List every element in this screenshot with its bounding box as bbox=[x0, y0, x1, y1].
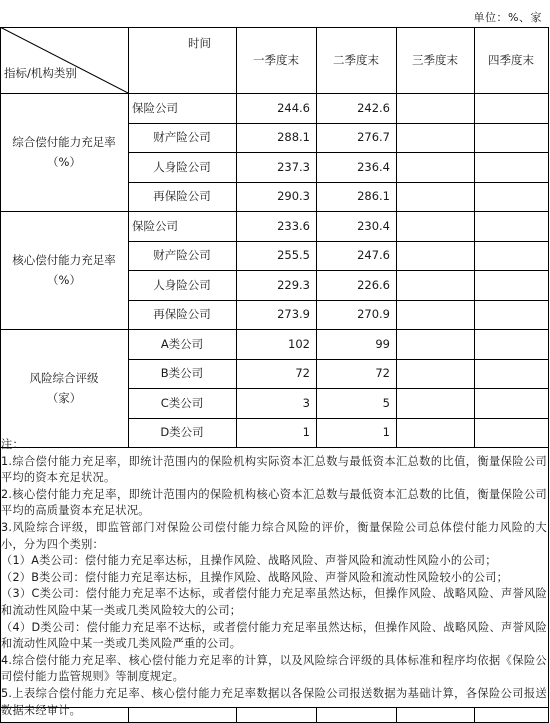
value-q1: 233.6 bbox=[277, 218, 310, 233]
value-q2: 276.7 bbox=[357, 130, 390, 145]
value-q1: 72 bbox=[295, 366, 310, 381]
note-line: 3.风险综合评级，即监管部门对保险公司偿付能力综合风险的评价，衡量保险公司总体偿付能力风险的大小，分为四个类别： bbox=[1, 520, 547, 551]
value-q4 bbox=[474, 300, 548, 330]
note-line: （2）B类公司：偿付能力充足率达标，且操作风险、战略风险、声誉风险和流动性风险较小的公司； bbox=[1, 570, 509, 584]
value-q4 bbox=[474, 270, 548, 300]
row-label: 保险公司 bbox=[132, 218, 178, 233]
row-divider bbox=[128, 270, 548, 271]
unit-label: 单位：%、家 bbox=[473, 11, 542, 24]
group-unit: （家） bbox=[46, 391, 82, 405]
value-q4 bbox=[474, 182, 548, 212]
note-line: （3）C类公司：偿付能力充足率不达标，或者偿付能力充足率虽然达标，但操作风险、战略风险、声誉风险和流动性风险中某一类或几类风险较大的公司； bbox=[1, 587, 547, 617]
group-title-cell bbox=[0, 93, 128, 211]
value-q4 bbox=[474, 211, 548, 241]
value-q1: 290.3 bbox=[277, 189, 310, 204]
value-q4 bbox=[474, 388, 548, 418]
row-label: 财产险公司 bbox=[153, 130, 211, 145]
note-line: 1.综合偿付能力充足率，即统计范围内的保险机构实际资本汇总数与最低资本汇总数的比值，衡量保险公司平均的资本充足状况。 bbox=[1, 454, 547, 485]
header-quarter-q3: 三季度末 bbox=[412, 53, 458, 67]
table-top-border bbox=[0, 27, 548, 28]
note-line: 4.综合偿付能力充足率、核心偿付能力充足率的计算，以及风险综合评级的具体标准和程序均依据《保险公司偿付能力监管规则》等制度规定。 bbox=[1, 653, 547, 684]
group-unit: （%） bbox=[47, 155, 81, 169]
value-q1: 3 bbox=[302, 395, 310, 410]
value-q1: 1 bbox=[302, 425, 310, 440]
value-q2: 72 bbox=[375, 366, 390, 381]
value-q4 bbox=[474, 241, 548, 271]
header-quarter-q1: 一季度末 bbox=[253, 53, 299, 67]
column-border bbox=[316, 27, 317, 447]
value-q3 bbox=[396, 329, 474, 359]
group-title-cell bbox=[0, 329, 128, 447]
value-q4 bbox=[474, 359, 548, 389]
value-q2: 1 bbox=[382, 425, 390, 440]
value-q2: 286.1 bbox=[357, 189, 390, 204]
group-title: 核心偿付能力充足率 bbox=[12, 253, 116, 267]
value-q1: 255.5 bbox=[277, 248, 310, 263]
note-line: （4）D类公司：偿付能力充足率不达标，或者偿付能力充足率虽然达标，但操作风险、战略风险、声誉风险和流动性风险中某一类或几类风险严重的公司。 bbox=[1, 620, 547, 651]
value-q1: 273.9 bbox=[277, 307, 310, 322]
note-line: 2.核心偿付能力充足率，即统计范围内的保险机构核心资本汇总数与最低资本汇总数的比值，衡量保险公司平均的高质量资本充足状况。 bbox=[1, 487, 547, 518]
value-q4 bbox=[474, 123, 548, 153]
group-unit: （%） bbox=[47, 273, 81, 287]
value-q2: 226.6 bbox=[357, 277, 390, 292]
value-q3 bbox=[396, 359, 474, 389]
header-quarter-q4: 四季度末 bbox=[488, 53, 534, 67]
note-line: （1）A类公司：偿付能力充足率达标，且操作风险、战略风险、声誉风险和流动性风险小的公司； bbox=[1, 554, 497, 568]
value-q1: 288.1 bbox=[277, 130, 310, 145]
value-q2: 236.4 bbox=[357, 159, 390, 174]
value-q2: 270.9 bbox=[357, 307, 390, 322]
row-label: C类公司 bbox=[160, 395, 204, 410]
note-line: 注： bbox=[1, 438, 24, 451]
row-label: D类公司 bbox=[160, 425, 204, 440]
group-title-cell bbox=[0, 211, 128, 329]
header-bottom-border bbox=[0, 93, 548, 94]
value-q4 bbox=[474, 152, 548, 182]
value-q3 bbox=[396, 241, 474, 271]
row-divider bbox=[128, 241, 548, 242]
row-label: 人身险公司 bbox=[153, 277, 211, 292]
row-divider bbox=[128, 300, 548, 301]
value-q1: 102 bbox=[288, 336, 310, 351]
value-q4 bbox=[474, 329, 548, 359]
row-divider bbox=[128, 359, 548, 360]
value-q1: 229.3 bbox=[277, 277, 310, 292]
row-label: 保险公司 bbox=[132, 100, 178, 115]
header-time-label: 时间 bbox=[188, 36, 211, 50]
row-label: B类公司 bbox=[160, 366, 204, 381]
row-label: 财产险公司 bbox=[153, 248, 211, 263]
group-title: 综合偿付能力充足率 bbox=[12, 135, 116, 149]
row-divider bbox=[128, 123, 548, 124]
value-q3 bbox=[396, 182, 474, 212]
row-divider bbox=[128, 388, 548, 389]
group-title: 风险综合评级 bbox=[29, 371, 99, 385]
column-border bbox=[236, 27, 237, 447]
column-border bbox=[128, 27, 129, 447]
header-category-label: 指标/机构类别 bbox=[4, 66, 77, 80]
value-q2: 230.4 bbox=[357, 218, 390, 233]
value-q3 bbox=[396, 300, 474, 330]
value-q3 bbox=[396, 388, 474, 418]
value-q4 bbox=[474, 93, 548, 123]
column-border bbox=[548, 27, 549, 723]
value-q3 bbox=[396, 93, 474, 123]
notes-section bbox=[1, 437, 547, 719]
value-q3 bbox=[396, 211, 474, 241]
value-q2: 242.6 bbox=[357, 100, 390, 115]
column-border bbox=[474, 27, 475, 447]
row-label: A类公司 bbox=[160, 336, 204, 351]
row-label: 再保险公司 bbox=[153, 307, 211, 322]
row-label: 人身险公司 bbox=[153, 159, 211, 174]
value-q2: 99 bbox=[375, 336, 390, 351]
row-divider bbox=[128, 182, 548, 183]
note-line: 5.上表综合偿付能力充足率、核心偿付能力充足率数据以各保险公司报送数据为基础计算，各保险公司报送数据未经审计。 bbox=[1, 686, 547, 717]
value-q2: 5 bbox=[382, 395, 390, 410]
header-quarter-q2: 二季度末 bbox=[333, 53, 379, 67]
row-label: 再保险公司 bbox=[153, 189, 211, 204]
value-q2: 247.6 bbox=[357, 248, 390, 263]
value-q3 bbox=[396, 270, 474, 300]
value-q1: 237.3 bbox=[277, 159, 310, 174]
header-diagonal-line bbox=[0, 27, 128, 93]
value-q3 bbox=[396, 152, 474, 182]
value-q1: 244.6 bbox=[277, 100, 310, 115]
column-border bbox=[396, 27, 397, 447]
row-divider bbox=[128, 152, 548, 153]
value-q3 bbox=[396, 123, 474, 153]
row-divider bbox=[128, 418, 548, 419]
